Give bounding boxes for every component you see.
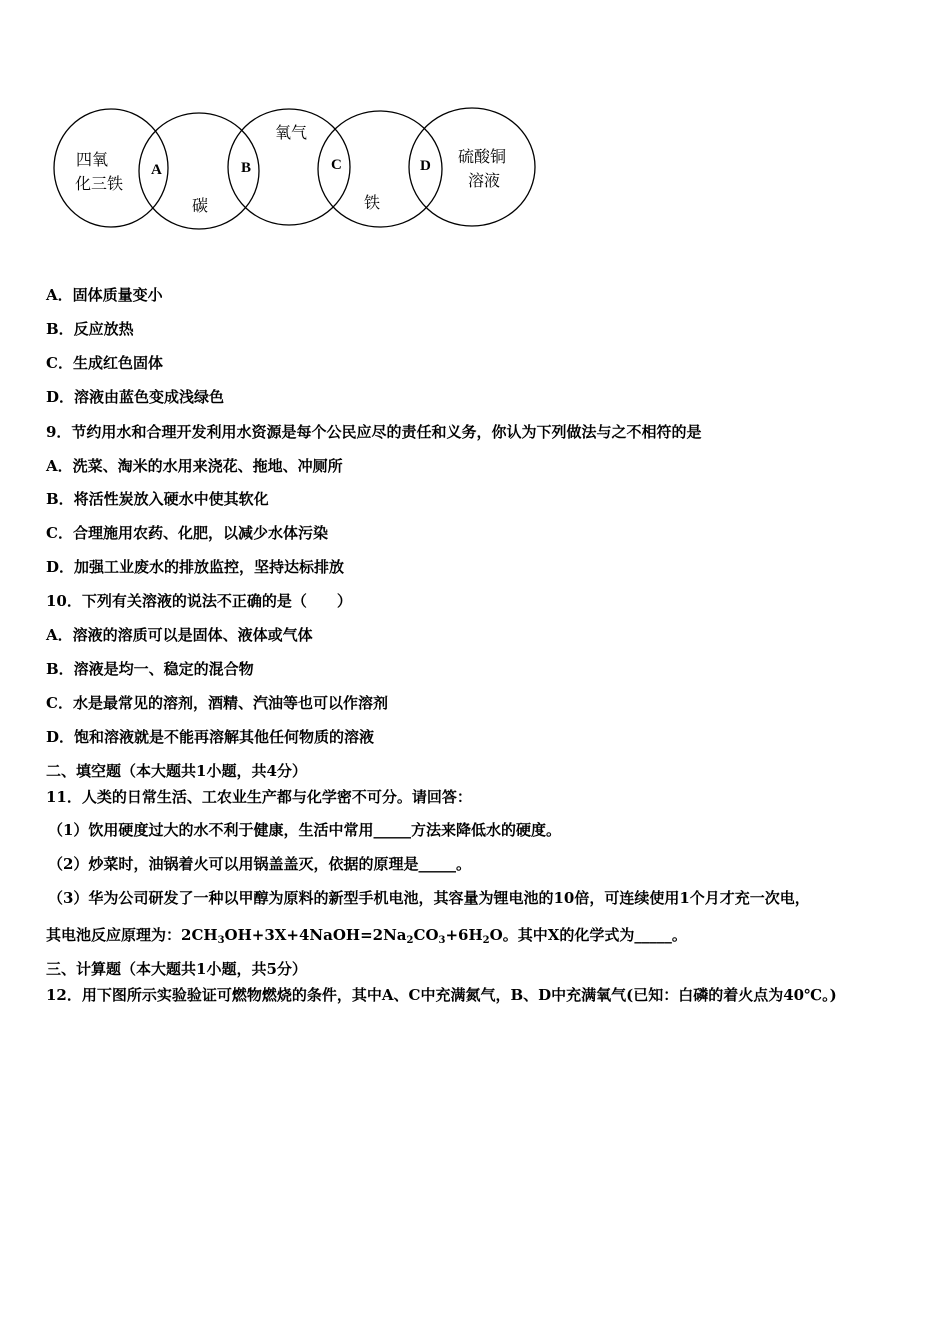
- label-c: C: [331, 157, 342, 173]
- label-oxygen: 氧气: [275, 123, 308, 142]
- section2-heading: 二、填空题（本大题共1小题，共4分）: [46, 762, 307, 780]
- q8-option-b: B．反应放热: [46, 320, 134, 338]
- q11-equation-line: [46, 925, 687, 951]
- q9-option-d: D．加强工业废水的排放监控，坚持达标排放: [46, 558, 345, 576]
- label-carbon: 碳: [192, 196, 209, 215]
- q10-option-b: B．溶液是均一、稳定的混合物: [46, 660, 254, 678]
- q12-stem: 12．用下图所示实验验证可燃物燃烧的条件，其中A、C中充满氮气，B、D中充满氧气(已知：白磷的着火点为40℃。): [46, 986, 837, 1004]
- venn-diagram: [0, 0, 560, 240]
- eq-text: +6H: [445, 926, 483, 944]
- q11-part1: （1）饮用硬度过大的水不利于健康，生活中常用_____方法来降低水的硬度。: [48, 821, 561, 839]
- q11-stem: 11．人类的日常生活、工农业生产都与化学密不可分。请回答：: [46, 788, 472, 806]
- label-fe3o4-2: 化三铁: [75, 174, 124, 193]
- label-cuso4-1: 硫酸铜: [458, 147, 507, 166]
- eq-sub: 3: [438, 935, 446, 946]
- q8-option-a: A．固体质量变小: [46, 286, 163, 304]
- q10-stem: 10．下列有关溶液的说法不正确的是（ ）: [46, 592, 352, 610]
- q8-option-d: D．溶液由蓝色变成浅绿色: [46, 388, 225, 406]
- q10-option-d: D．饱和溶液就是不能再溶解其他任何物质的溶液: [46, 728, 375, 746]
- eq-text: O。其中X的化学式为_____。: [489, 926, 687, 944]
- eq-sub: 2: [482, 935, 490, 946]
- q9-option-a: A．洗菜、淘米的水用来浇花、拖地、冲厕所: [46, 457, 343, 475]
- q9-option-c: C．合理施用农药、化肥，以减少水体污染: [46, 524, 328, 542]
- label-fe3o4-1: 四氧: [76, 150, 109, 169]
- eq-sub: 2: [406, 935, 414, 946]
- q8-option-c: C．生成红色固体: [46, 354, 163, 372]
- label-a: A: [151, 162, 162, 178]
- q10-option-c: C．水是最常见的溶剂，酒精、汽油等也可以作溶剂: [46, 694, 388, 712]
- eq-sub: 3: [217, 935, 225, 946]
- eq-text: CO: [413, 926, 439, 944]
- label-b: B: [241, 160, 252, 176]
- q11-part3: （3）华为公司研发了一种以甲醇为原料的新型手机电池，其容量为锂电池的10倍，可连续使用1个月才充一次电，: [48, 889, 810, 907]
- section3-heading: 三、计算题（本大题共1小题，共5分）: [46, 960, 307, 978]
- q11-part2: （2）炒菜时，油锅着火可以用锅盖盖灭，依据的原理是_____。: [48, 855, 471, 873]
- eq-text: OH+3X+4NaOH=2Na: [224, 926, 407, 944]
- label-iron: 铁: [364, 193, 381, 212]
- q9-stem: 9．节约用水和合理开发利用水资源是每个公民应尽的责任和义务，你认为下列做法与之不相符的是: [46, 423, 702, 441]
- q10-option-a: A．溶液的溶质可以是固体、液体或气体: [46, 626, 313, 644]
- q9-option-b: B．将活性炭放入硬水中使其软化: [46, 490, 269, 508]
- label-d: D: [420, 158, 431, 174]
- eq-text: 其电池反应原理为：2CH: [46, 926, 218, 944]
- label-cuso4-2: 溶液: [468, 171, 501, 190]
